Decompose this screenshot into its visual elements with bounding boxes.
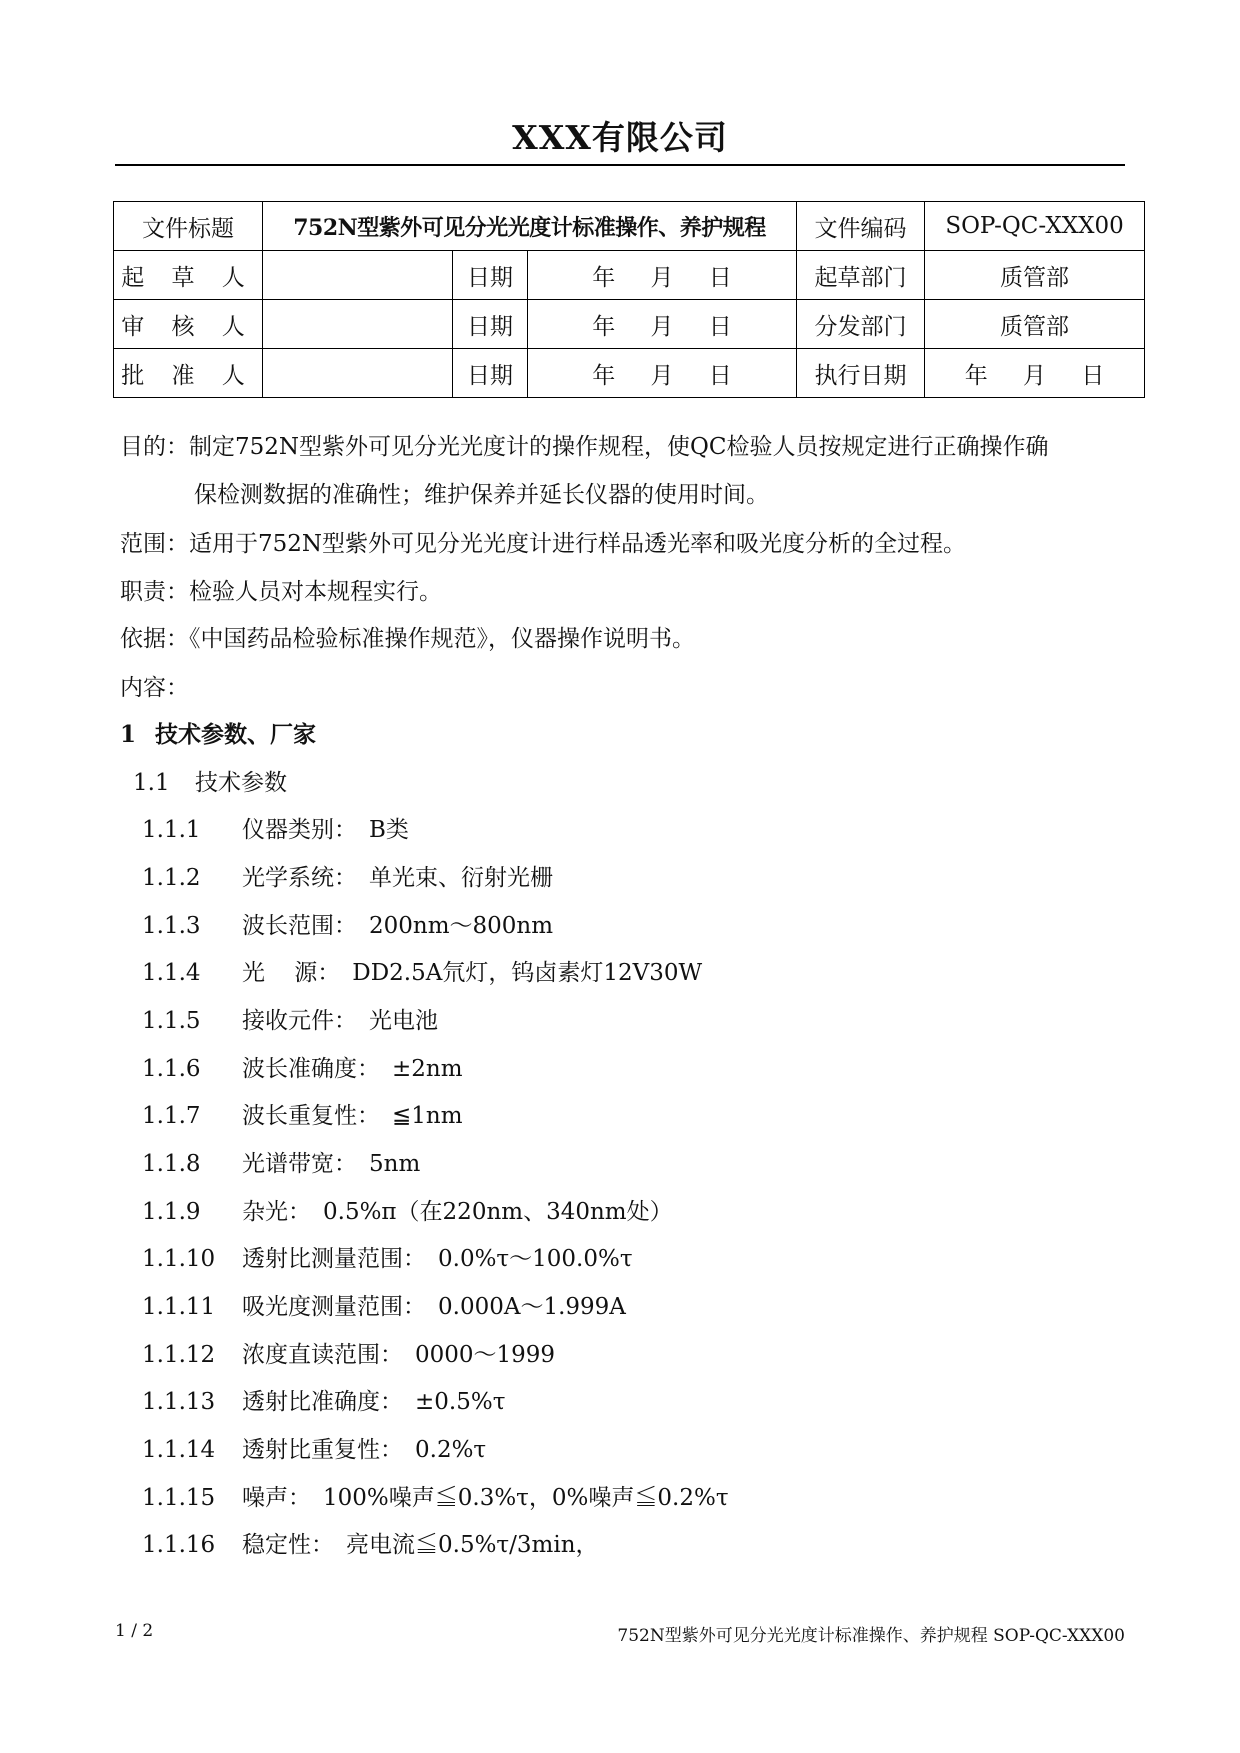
param-number: 1.1.13 (142, 1389, 216, 1415)
purpose-line-2: 保检测数据的准确性；维护保养并延长仪器的使用时间。 (194, 482, 769, 508)
role-label: 批 准 人 (114, 349, 263, 398)
param-item (142, 1483, 729, 1513)
param-number: 1.1.10 (142, 1246, 216, 1272)
basis-line (120, 624, 695, 654)
date-value: 年 月 日 (528, 349, 797, 398)
param-number: 1.1.15 (142, 1485, 216, 1511)
dept-label: 执行日期 (797, 349, 925, 398)
role-label: 起 草 人 (114, 251, 263, 300)
param-item (142, 1387, 505, 1417)
param-value: 5nm (369, 1151, 421, 1177)
param-item (142, 1149, 420, 1179)
param-item (142, 1006, 438, 1036)
date-label: 日期 (453, 300, 528, 349)
date-value: 年 月 日 (528, 300, 797, 349)
info-row-reviewer (114, 300, 1145, 349)
param-item (142, 1054, 463, 1084)
param-item (142, 863, 553, 893)
param-label: 仪器类别： (242, 817, 357, 843)
scope-text: 适用于752N型紫外可见分光光度计进行样品透光率和吸光度分析的全过程。 (189, 531, 967, 557)
info-row-approver (114, 349, 1145, 398)
param-item (142, 815, 409, 845)
param-number: 1.1.16 (142, 1532, 216, 1558)
param-number: 1.1.4 (142, 960, 201, 986)
section-number: 1.1 (133, 770, 170, 796)
page-number: 1 / 2 (115, 1621, 154, 1641)
scope-label: 范围： (120, 531, 189, 557)
param-number: 1.1.6 (142, 1056, 201, 1082)
purpose-label: 目的： (120, 434, 189, 460)
param-label: 透射比重复性： (242, 1437, 403, 1463)
param-label: 噪声： (242, 1485, 311, 1511)
doc-title: 752N型紫外可见分光光度计标准操作、养护规程 (263, 202, 797, 251)
duty-text: 检验人员对本规程实行。 (189, 579, 442, 605)
param-value: ±0.5%τ (415, 1389, 506, 1415)
param-label: 波长重复性： (242, 1103, 380, 1129)
doc-code: SOP-QC-XXX00 (925, 202, 1145, 251)
info-row-title (114, 202, 1145, 251)
param-item (142, 1197, 673, 1227)
param-value: 0.0%τ～100.0%τ (438, 1246, 633, 1272)
param-number: 1.1.12 (142, 1342, 216, 1368)
dept-label: 分发部门 (797, 300, 925, 349)
param-label: 波长范围： (242, 913, 357, 939)
header-rule (115, 164, 1125, 166)
role-label: 审 核 人 (114, 300, 263, 349)
param-value: ≦1nm (392, 1103, 463, 1129)
param-label: 透射比准确度： (242, 1389, 403, 1415)
param-label: 透射比测量范围： (242, 1246, 426, 1272)
param-number: 1.1.1 (142, 817, 201, 843)
param-value: 100%噪声≦0.3%τ，0%噪声≦0.2%τ (323, 1485, 729, 1511)
scope-line (120, 529, 966, 559)
purpose-line-1 (120, 432, 1048, 462)
param-label: 吸光度测量范围： (242, 1294, 426, 1320)
param-number: 1.1.2 (142, 865, 201, 891)
param-value: 200nm～800nm (369, 913, 554, 939)
signature-cell (263, 251, 453, 300)
basis-text: 《中国药品检验标准操作规范》，仪器操作说明书。 (189, 626, 695, 652)
param-label: 波长准确度： (242, 1056, 380, 1082)
param-label: 浓度直读范围： (242, 1342, 403, 1368)
param-number: 1.1.5 (142, 1008, 201, 1034)
param-value: B类 (369, 817, 409, 843)
param-label: 光 源： (242, 960, 341, 986)
param-item (142, 1101, 463, 1131)
info-row-drafter (114, 251, 1145, 300)
param-value: 亮电流≦0.5%τ/3min， (346, 1532, 599, 1558)
dept-value: 质管部 (925, 251, 1145, 300)
section-title: 技术参数 (195, 770, 287, 796)
param-value: 光电池 (369, 1008, 438, 1034)
param-value: 0000～1999 (415, 1342, 556, 1368)
footer-doc-reference: 752N型紫外可见分光光度计标准操作、养护规程 SOP-QC-XXX00 (617, 1626, 1125, 1646)
signature-cell (263, 300, 453, 349)
company-name: XXX有限公司 (512, 118, 728, 157)
param-item (142, 911, 553, 941)
param-number: 1.1.9 (142, 1199, 201, 1225)
doc-title-label: 文件标题 (114, 202, 263, 251)
param-label: 杂光： (242, 1199, 311, 1225)
param-label: 光学系统： (242, 865, 357, 891)
date-label: 日期 (453, 349, 528, 398)
param-item (142, 958, 702, 988)
param-number: 1.1.14 (142, 1437, 216, 1463)
purpose-text: 制定752N型紫外可见分光光度计的操作规程，使QC检验人员按规定进行正确操作确 (189, 434, 1049, 460)
param-number: 1.1.3 (142, 913, 201, 939)
duty-label: 职责： (120, 579, 189, 605)
param-number: 1.1.8 (142, 1151, 201, 1177)
param-value: 单光束、衍射光栅 (369, 865, 553, 891)
signature-cell (263, 349, 453, 398)
param-value: 0.5%π（在220nm、340nm处） (323, 1199, 673, 1225)
section-title: 技术参数、厂家 (155, 721, 316, 748)
content-label: 内容： (120, 675, 189, 701)
section-number: 1 (120, 721, 137, 748)
dept-value: 质管部 (925, 300, 1145, 349)
param-label: 光谱带宽： (242, 1151, 357, 1177)
param-label: 接收元件： (242, 1008, 357, 1034)
param-label: 稳定性： (242, 1532, 334, 1558)
doc-code-label: 文件编码 (797, 202, 925, 251)
date-label: 日期 (453, 251, 528, 300)
param-number: 1.1.11 (142, 1294, 216, 1320)
param-value: 0.000A～1.999A (438, 1294, 626, 1320)
param-item (142, 1340, 555, 1370)
param-item (142, 1292, 626, 1322)
date-value: 年 月 日 (528, 251, 797, 300)
section-1-heading (120, 720, 316, 750)
param-item (142, 1244, 633, 1274)
param-value: DD2.5A氘灯，钨卤素灯12V30W (352, 960, 703, 986)
duty-line (120, 577, 442, 607)
param-value: 0.2%τ (415, 1437, 487, 1463)
effective-date-value: 年 月 日 (925, 349, 1145, 398)
param-value: ±2nm (392, 1056, 463, 1082)
param-number: 1.1.7 (142, 1103, 201, 1129)
basis-label: 依据： (120, 626, 189, 652)
param-item (142, 1435, 486, 1465)
param-item (142, 1530, 599, 1560)
dept-label: 起草部门 (797, 251, 925, 300)
section-1-1-heading (133, 768, 287, 798)
document-info-table (113, 201, 1145, 398)
